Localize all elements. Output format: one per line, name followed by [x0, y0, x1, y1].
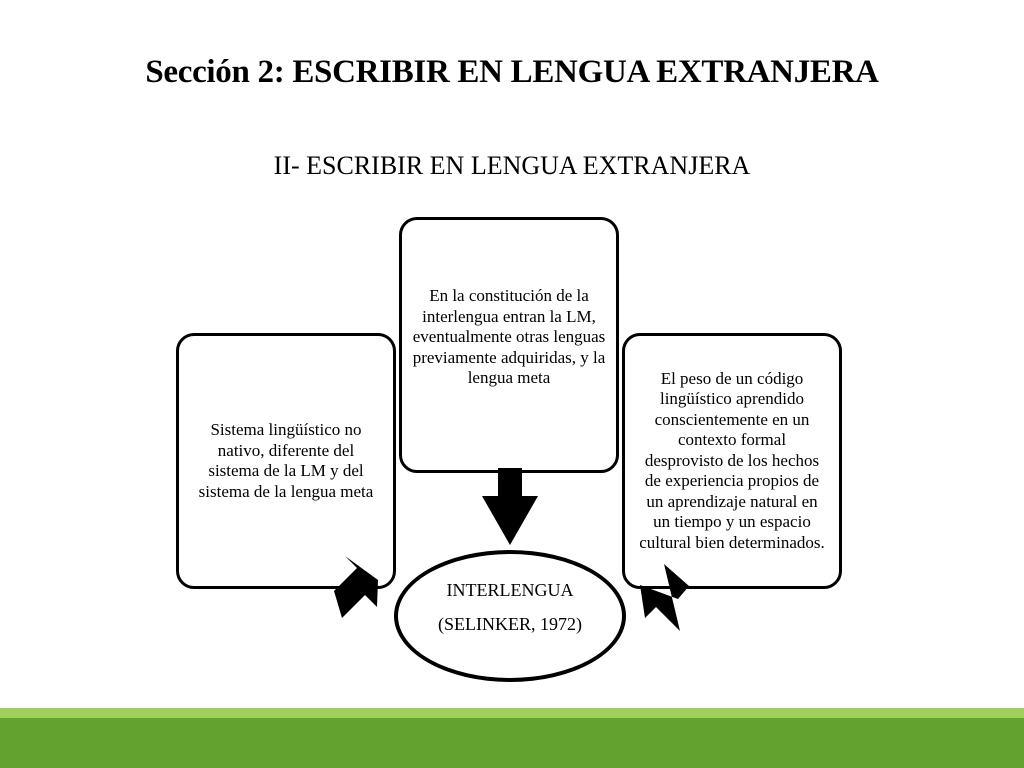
- box-right-text: El peso de un código lingüístico aprendido conscientemente en un contexto formal desprovisto de los hechos de experiencia propios de un aprendizaje natural en un tiempo y un espacio cultural bien determinados.: [639, 368, 825, 552]
- arrow-down-icon: [482, 468, 538, 545]
- footer-band-dark: [0, 718, 1024, 768]
- slide-subtitle: II- ESCRIBIR EN LENGUA EXTRANJERA: [273, 151, 751, 180]
- interlengua-node: [394, 550, 626, 682]
- interlengua-label: INTERLENGUA: [446, 580, 574, 600]
- box-left-text: Sistema lingüístico no nativo, diferente del sistema de la LM y del sistema de la lengua meta: [198, 420, 374, 501]
- footer-band-light: [0, 708, 1024, 718]
- arrow-diagonal-left-icon: [334, 556, 378, 618]
- interlengua-citation: (SELINKER, 1972): [438, 614, 582, 634]
- arrow-diagonal-right-icon: [640, 564, 689, 631]
- slide-title: Sección 2: ESCRIBIR EN LENGUA EXTRANJERA: [145, 54, 879, 90]
- box-center-text: En la constitución de la interlengua entran la LM, eventualmente otras lenguas previamente adquiridas, y la lengua meta: [412, 286, 606, 387]
